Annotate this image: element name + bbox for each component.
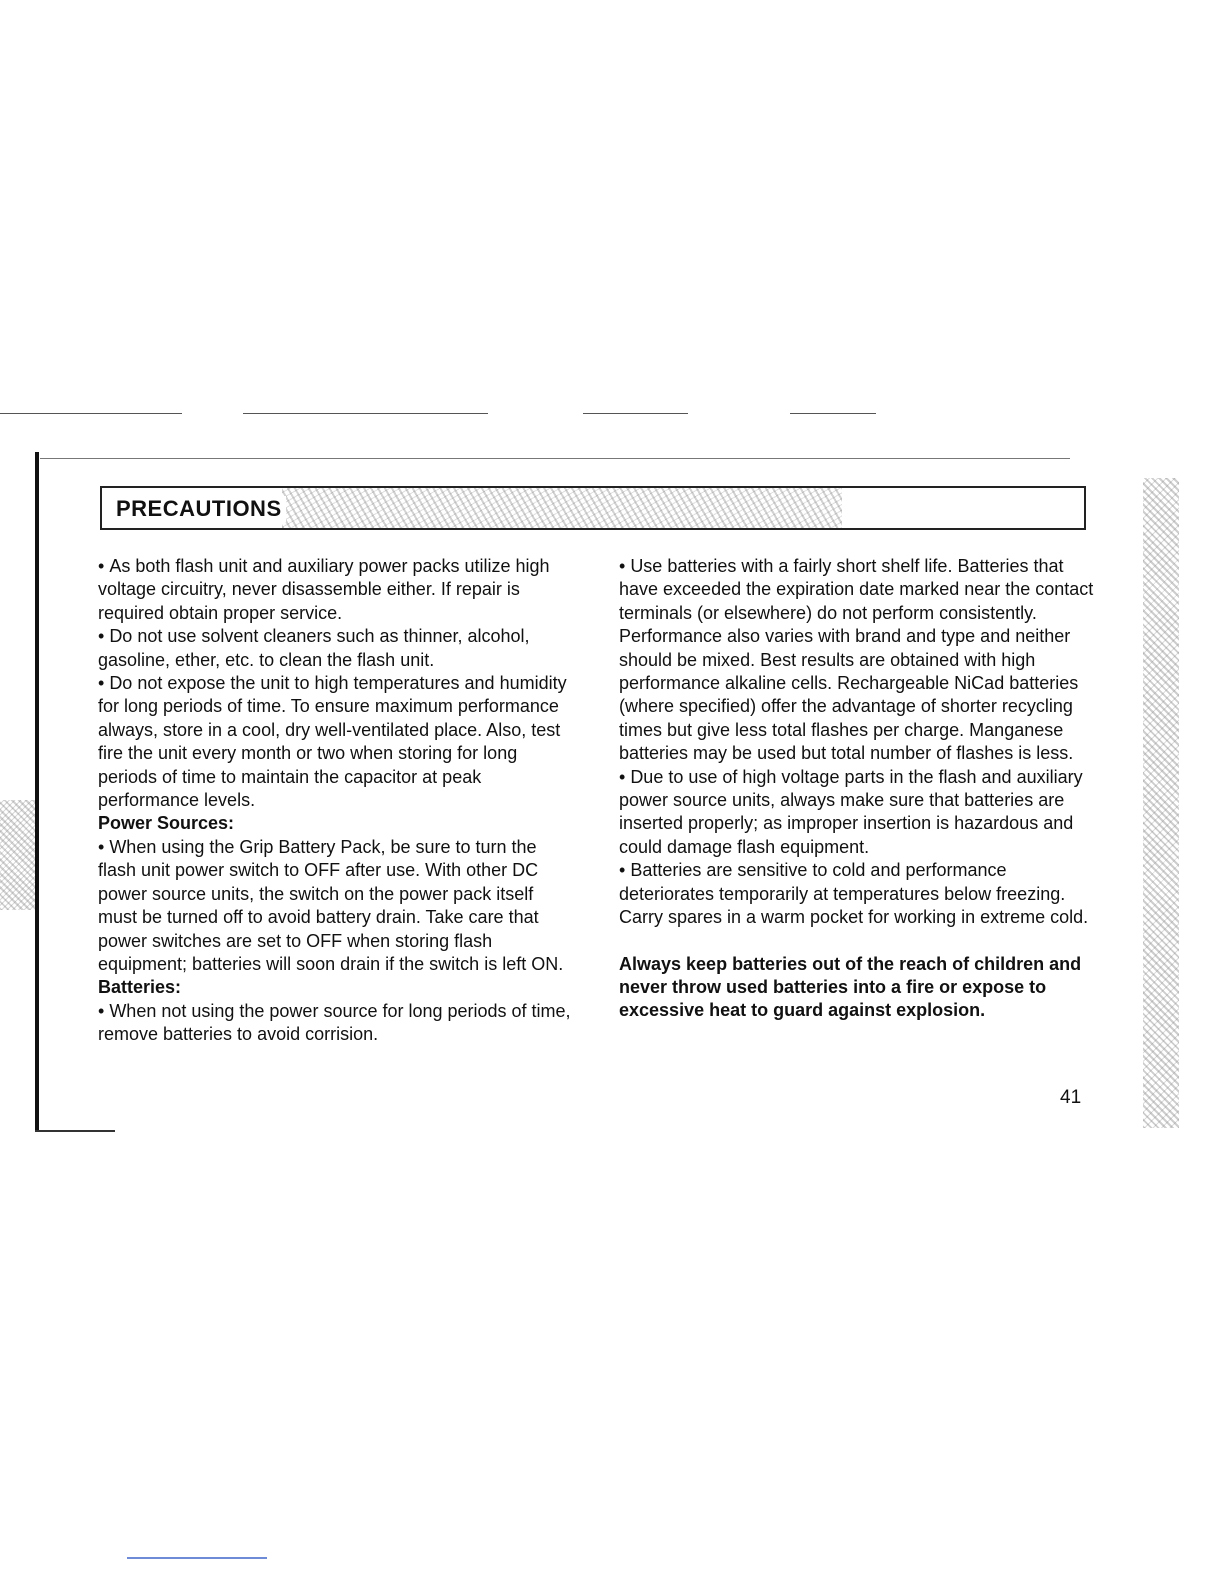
batteries-heading: Batteries: (98, 977, 182, 998)
child-safety-warning: Always keep batteries out of the reach of children and never throw used batteries into a fire or expose to excessive heat to guard against explosion. (619, 953, 1082, 1021)
batteries-item: • When not using the power source for long periods of time, remove batteries to avoid corrision. (98, 1000, 574, 1047)
header-halftone (282, 488, 842, 528)
precaution-item: • Do not expose the unit to high temperatures and humidity for long periods of time. To ensure maximum performance always, store in a cool, dry well-ventilated place. Also, test fire the unit every month or two when storing for long periods of time to maintain the capacitor at peak performance levels. (98, 672, 574, 812)
right-edge-noise (1143, 478, 1179, 1128)
section-header (100, 486, 1086, 530)
bottom-border-rule (35, 1130, 115, 1132)
section-title: PRECAUTIONS (116, 496, 286, 522)
right-column (619, 555, 1103, 1023)
page-number: 41 (1060, 1087, 1082, 1108)
precaution-item: • As both flash unit and auxiliary power packs utilize high voltage circuitry, never disassemble either. If repair is required obtain proper service. (98, 555, 574, 625)
scan-line-top-4 (790, 413, 876, 414)
battery-precaution-item: • Use batteries with a fairly short shelf life. Batteries that have exceeded the expiration date marked near the contact terminals (or elsewhere) do not perform consistently. Performance also varies with brand and type and neither should be mixed. Best results are obtained with high performance alkaline cells. Rechargeable NiCad batteries (where specified) offer the advantage of shorter recycling times but give less total flashes per charge. Manganese batteries may be used but total number of flashes is less. (619, 555, 1103, 766)
battery-precaution-item: • Batteries are sensitive to cold and performance deteriorates temporarily at temperatures below freezing. Carry spares in a warm pocket for working in extreme cold. (619, 859, 1103, 929)
scan-line-header (40, 458, 1070, 459)
scan-line-top-3 (583, 413, 688, 414)
power-sources-heading: Power Sources: (98, 813, 235, 834)
scan-line-top-1 (0, 413, 182, 414)
left-border-rule (35, 452, 39, 1132)
precaution-item: • Do not use solvent cleaners such as thinner, alcohol, gasoline, ether, etc. to clean the flash unit. (98, 625, 574, 672)
scan-line-top-2 (243, 413, 488, 414)
left-edge-noise (0, 800, 36, 910)
power-sources-item: • When using the Grip Battery Pack, be sure to turn the flash unit power switch to OFF after use. With other DC power source units, the switch on the power pack itself must be turned off to avoid battery drain. Take care that power switches are set to OFF when storing flash equipment; batteries will soon drain if the switch is left ON. (98, 836, 574, 976)
footer-underline (127, 1557, 267, 1559)
battery-precaution-item: • Due to use of high voltage parts in the flash and auxiliary power source units, always make sure that batteries are inserted properly; as improper insertion is hazardous and could damage flash equipment. (619, 766, 1103, 860)
left-column (98, 555, 574, 1047)
